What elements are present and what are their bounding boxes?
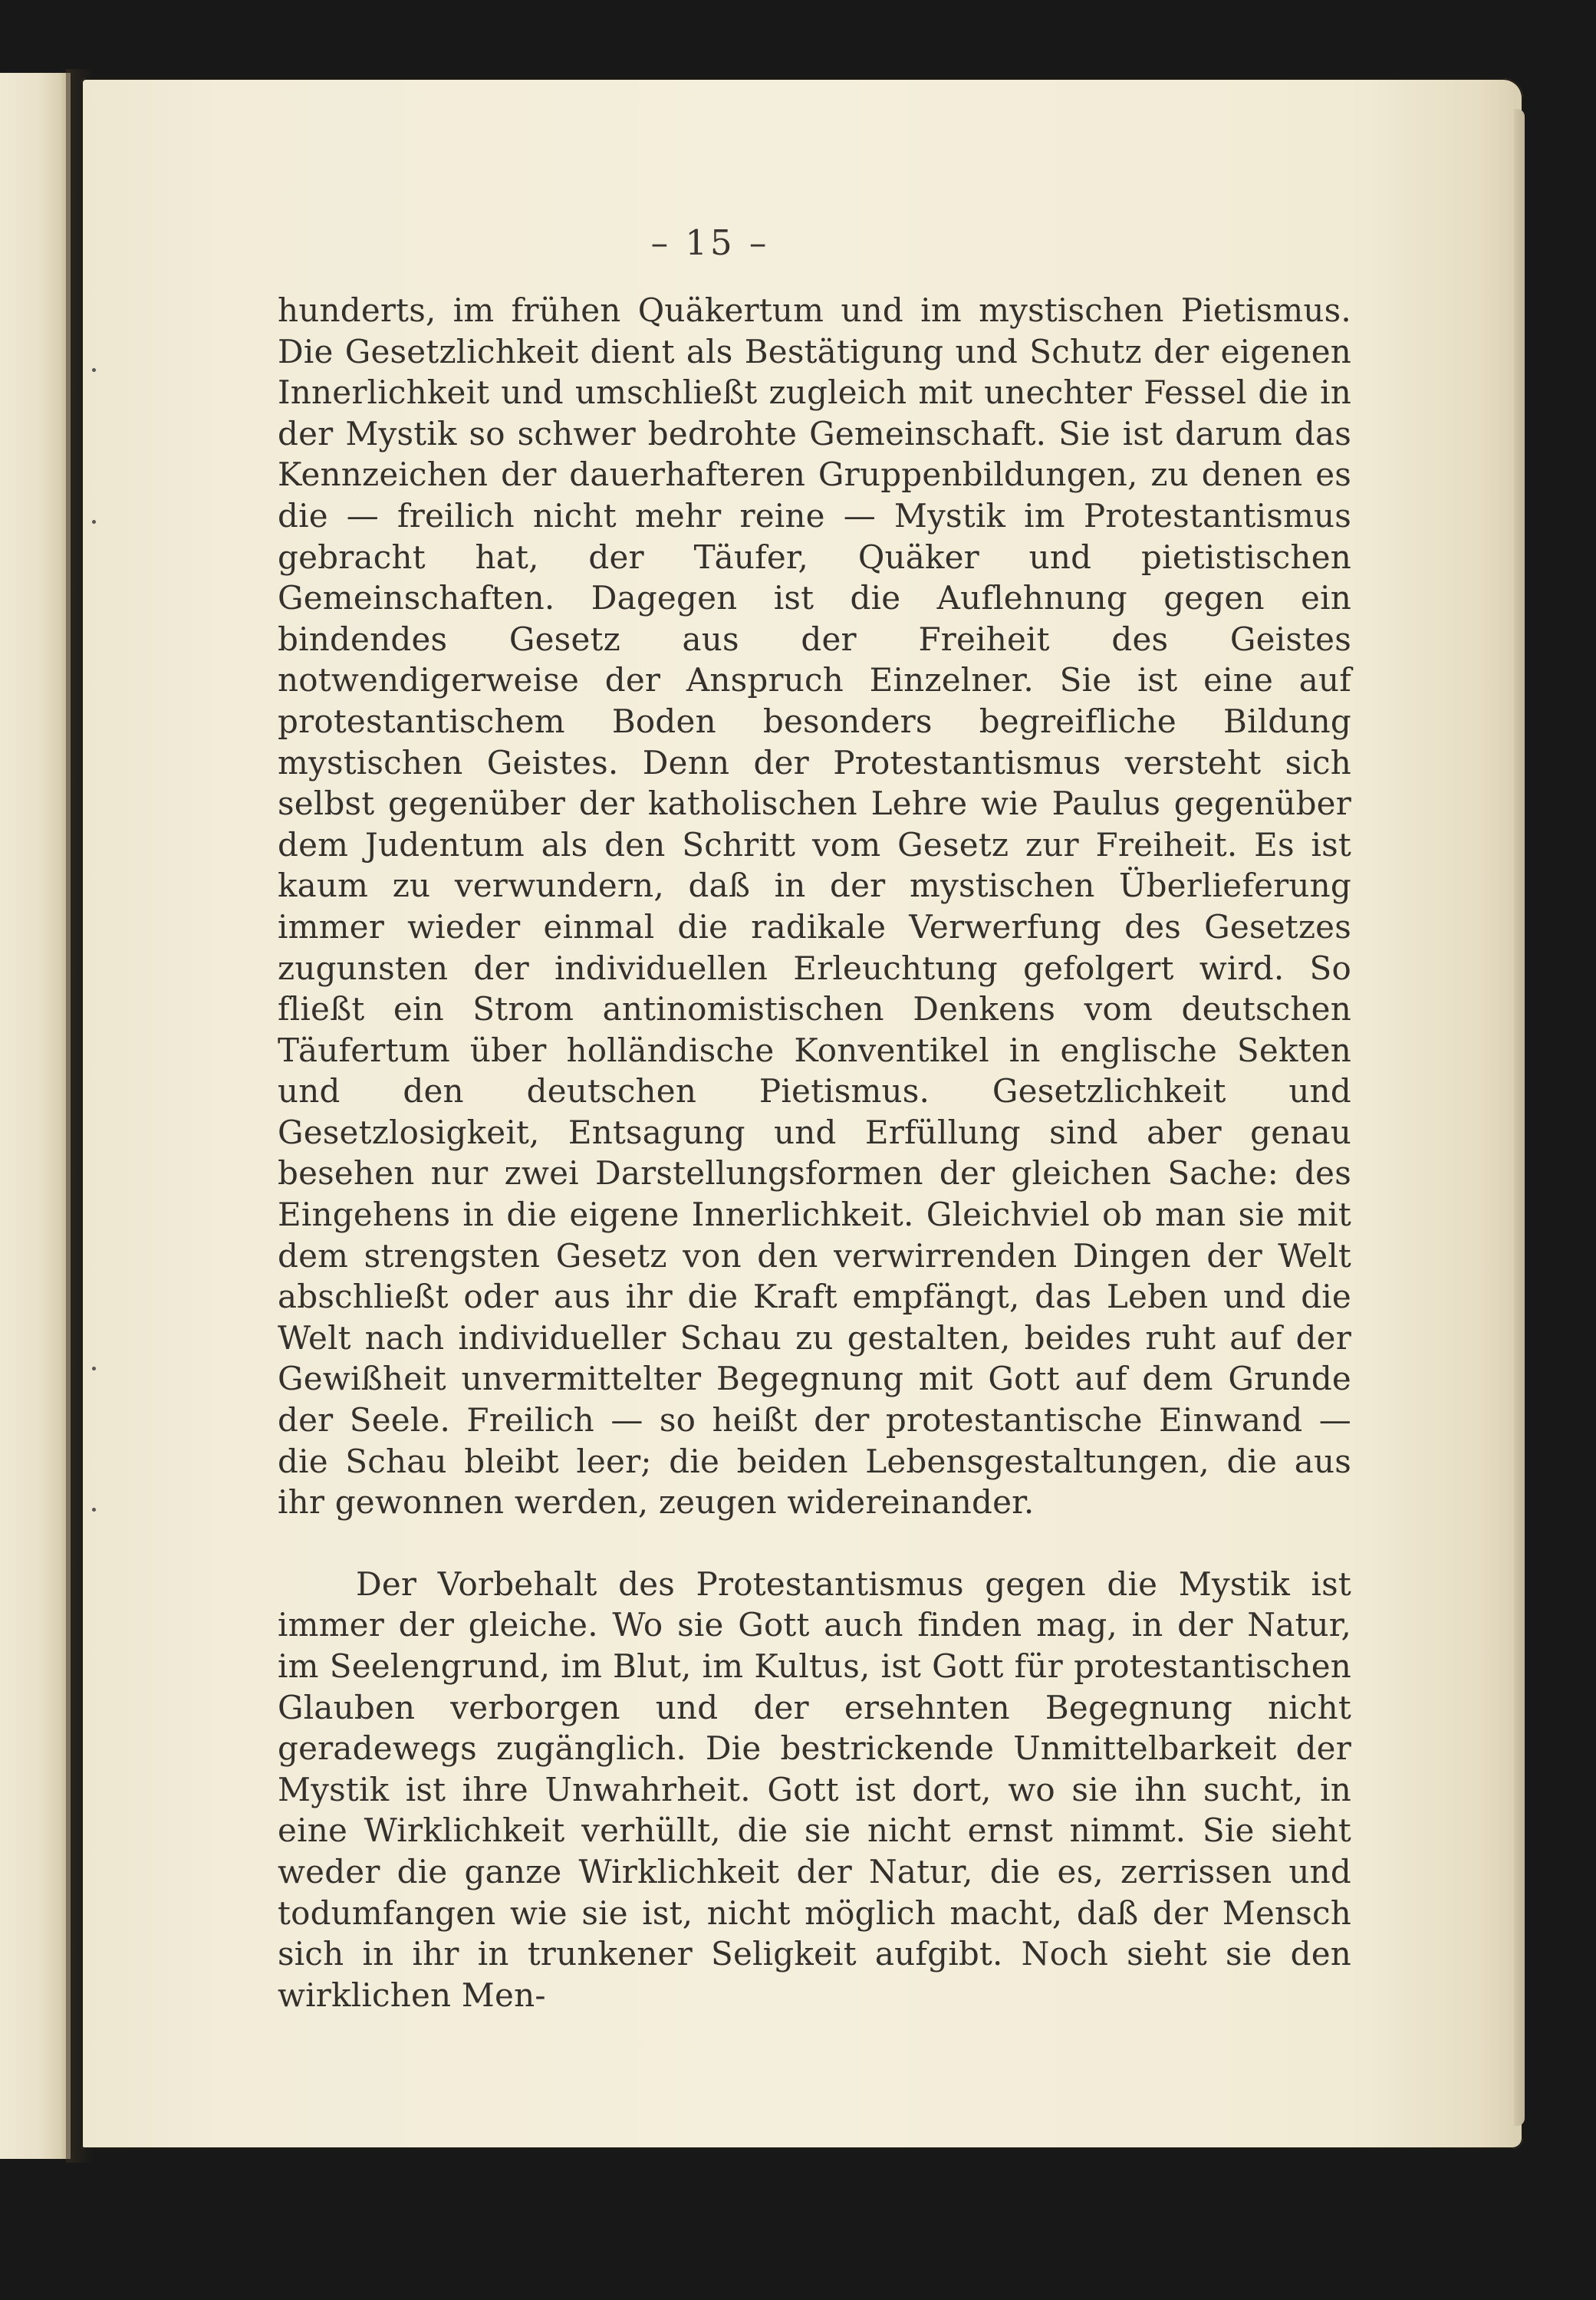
margin-speck (92, 520, 96, 524)
paragraph-2: Der Vorbehalt des Protestantismus gegen die Mystik ist immer der gleiche. Wo sie Gott auch finden mag, in der Natur, im Seelengrund, im Blut, im Kultus, ist Gott für protestantischen Glauben verborgen und der ersehnten Begegnung nicht geradewegs zugänglich. Die bestrickende Unmittelbarkeit der Mystik ist ihre Unwahrheit. Gott ist dort, wo sie ihn sucht, in eine Wirklichkeit verhüllt, die sie nicht ernst nimmt. Sie sieht weder die ganze Wirklichkeit der Natur, die es, zerrissen und todumfangen wie sie ist, nicht möglich macht, daß der Mensch sich in ihr in trunkener Seligkeit aufgibt. Noch sieht sie den wirklichen Men- (278, 1565, 1351, 2014)
page-number: – 15 – (650, 222, 770, 263)
margin-speck (92, 1508, 96, 1512)
body-text (278, 290, 1351, 2015)
margin-speck (92, 1367, 96, 1370)
paragraph-1: hunderts, im frühen Quäkertum und im mystischen Pietismus. Die Gesetzlichkeit dient als Bestätigung und Schutz der eigenen Innerlichkeit und umschließt zugleich mit unechter Fessel die in der Mystik so schwer bedrohte Gemeinschaft. Sie ist darum das Kennzeichen der dauerhafteren Gruppenbildungen, zu denen es die — freilich nicht mehr reine — Mystik im Protestantismus gebracht hat, der Täufer, Quäker und pietistischen Gemeinschaften. Dagegen ist die Auflehnung gegen ein bindendes Gesetz aus der Freiheit des Geistes notwendigerweise der Anspruch Einzelner. Sie ist eine auf protestantischem Boden besonders begreifliche Bildung mystischen Geistes. Denn der Protestantismus versteht sich selbst gegenüber der katholischen Lehre wie Paulus gegenüber dem Judentum als den Schritt vom Gesetz zur Freiheit. Es ist kaum zu verwundern, daß in der mystischen Überlieferung immer wieder einmal die radikale Verwerfung des Gesetzes zugunsten der individuellen Erleuchtung gefolgert wird. So fließt ein Strom antinomistischen Denkens vom deutschen Täufertum über holländische Konventikel in englische Sekten und den deutschen Pietismus. Gesetzlichkeit und Gesetzlosigkeit, Entsagung und Erfüllung sind aber genau besehen nur zwei Darstellungsformen der gleichen Sache: des Eingehens in die eigene Innerlichkeit. Gleichviel ob man sie mit dem strengsten Gesetz von den verwirrenden Dingen der Welt abschließt oder aus ihr die Kraft empfängt, das Leben und die Welt nach individueller Schau zu gestalten, beides ruht auf der Gewißheit unvermittelter Begegnung mit Gott auf dem Grunde der Seele. Freilich — so heißt der protestantische Einwand — die Schau bleibt leer; die beiden Lebensgestaltungen, die aus ihr gewonnen werden, zeugen widereinander. (278, 291, 1351, 1522)
book-page (81, 78, 1523, 2149)
facing-page-edge (0, 73, 71, 2159)
margin-speck (92, 368, 96, 372)
page-edge (1514, 109, 1525, 2126)
